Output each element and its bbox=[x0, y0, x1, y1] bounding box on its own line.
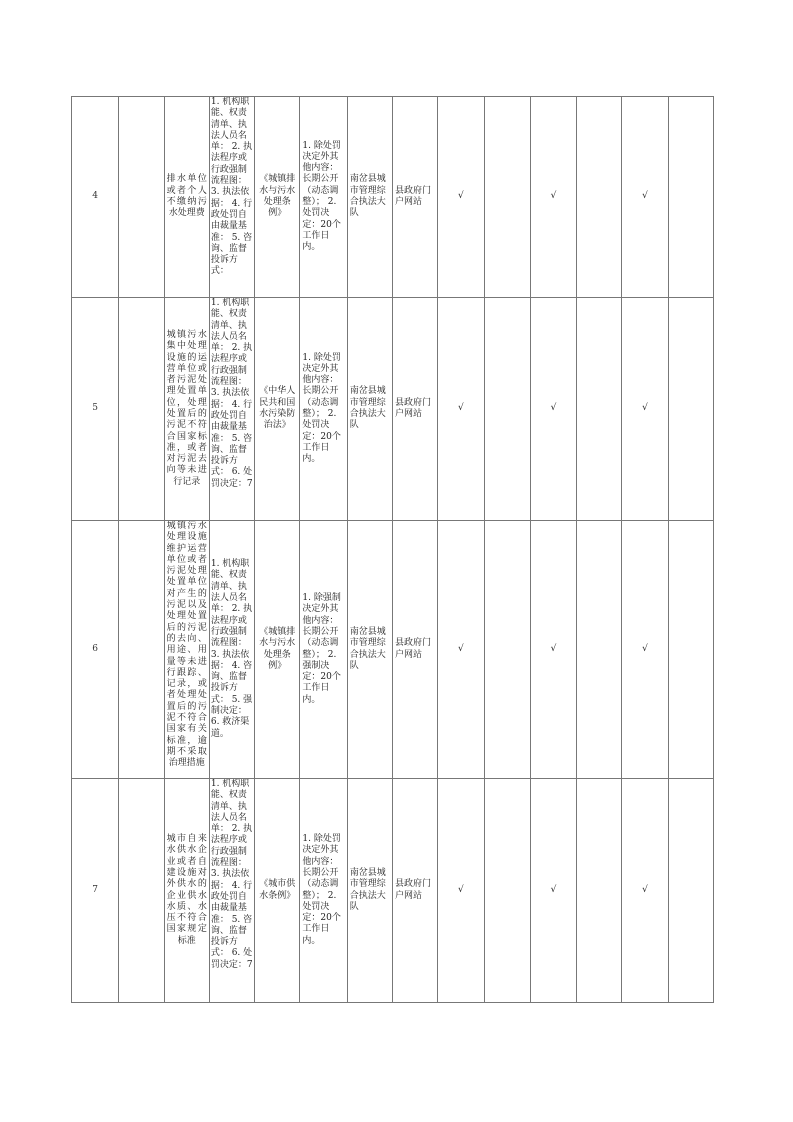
check-mark: √ bbox=[458, 884, 464, 895]
subject-cell bbox=[164, 779, 209, 1003]
channel-text: 县政府门户网站 bbox=[394, 397, 431, 419]
content-cell bbox=[209, 298, 254, 521]
channel-cell bbox=[392, 779, 437, 1003]
disclosure-table bbox=[71, 96, 714, 1003]
check-mark: √ bbox=[550, 403, 557, 414]
basis-cell bbox=[255, 97, 300, 298]
agency-text: 南岔县城市管理综合执法大队 bbox=[349, 867, 386, 912]
agency-text: 南岔县城市管理综合执法大队 bbox=[349, 626, 386, 671]
deadline-cell bbox=[300, 521, 347, 779]
row-number-text: 7 bbox=[92, 884, 98, 895]
empty-cell bbox=[668, 521, 713, 779]
subject-cell bbox=[164, 521, 209, 779]
content-cell bbox=[209, 97, 254, 298]
check-cell bbox=[530, 298, 576, 521]
check-mark: √ bbox=[642, 643, 648, 654]
deadline-cell bbox=[300, 97, 347, 298]
check-cell bbox=[438, 521, 484, 779]
empty-cell bbox=[577, 298, 622, 521]
subject-text: 城市自来水供水企业或者自建设施对外供水的企业供水水质、水压不符合国家规定标准 bbox=[166, 834, 207, 946]
content-text: 1. 机构职能、权责清单、执法人员名单： 2. 执法程序或行政强制流程图： 3. 执法依据： 4. 行政处罚自由裁量基准： 5. 咨询、监督投诉方式： bbox=[210, 97, 253, 277]
basis-cell bbox=[255, 521, 300, 779]
subject-text: 城镇污水处理设施维护运营单位或者污泥处理处置单位对产生的污泥以及处理处置后的污泥的去向、用途、用量等未进行跟踪、记录，或者处理处置后的污泥不符合国家有关标准，逾期不采取治理措施 bbox=[166, 521, 207, 769]
row-number bbox=[72, 779, 119, 1003]
check-cell bbox=[438, 97, 484, 298]
basis-text: 《城镇排水与污水处理条例》 bbox=[259, 174, 296, 219]
subject-text: 排水单位或者个人不缴纳污水处理费 bbox=[166, 174, 207, 219]
basis-cell bbox=[255, 779, 300, 1003]
empty-cell bbox=[484, 521, 530, 779]
check-cell bbox=[530, 521, 576, 779]
check-mark: √ bbox=[550, 643, 557, 654]
check-mark: √ bbox=[550, 191, 557, 202]
deadline-cell bbox=[300, 779, 347, 1003]
table-row bbox=[72, 779, 714, 1003]
channel-cell bbox=[392, 97, 437, 298]
check-mark: √ bbox=[458, 643, 464, 654]
row-number-text: 6 bbox=[92, 643, 98, 654]
row-number bbox=[72, 97, 119, 298]
deadline-text: 1. 除处罚决定外其他内容：长期公开（动态调整）； 2. 处罚决定：20个工作日内。 bbox=[302, 834, 341, 946]
check-cell bbox=[622, 521, 668, 779]
empty-cell bbox=[577, 97, 622, 298]
table-row bbox=[72, 97, 714, 298]
table-row bbox=[72, 298, 714, 521]
content-cell bbox=[209, 521, 254, 779]
row-number-text: 5 bbox=[92, 403, 98, 414]
check-mark: √ bbox=[550, 884, 557, 895]
check-cell bbox=[530, 97, 576, 298]
check-mark: √ bbox=[458, 191, 464, 202]
row-number-text: 4 bbox=[92, 191, 98, 202]
empty-cell bbox=[577, 521, 622, 779]
check-mark: √ bbox=[642, 403, 648, 414]
content-text: 1. 机构职能、权责清单、执法人员名单： 2. 执法程序或行政强制流程图： 3. 执法依据： 4. 行政处罚自由裁量基准： 5. 咨询、监督投诉方式： 6. 处罚决定：7 bbox=[210, 298, 253, 489]
empty-cell bbox=[119, 97, 164, 298]
basis-text: 《城镇排水与污水处理条例》 bbox=[259, 626, 296, 671]
subject-cell bbox=[164, 298, 209, 521]
empty-cell bbox=[484, 97, 530, 298]
empty-cell bbox=[484, 779, 530, 1003]
content-text: 1. 机构职能、权责清单、执法人员名单： 2. 执法程序或行政强制流程图： 3. 执法依据： 4. 咨询、监督投诉方式： 5. 强制决定： 6. 救济渠道。 bbox=[210, 559, 253, 739]
check-mark: √ bbox=[642, 884, 648, 895]
subject-cell bbox=[164, 97, 209, 298]
check-mark: √ bbox=[642, 191, 648, 202]
empty-cell bbox=[119, 298, 164, 521]
channel-text: 县政府门户网站 bbox=[394, 638, 431, 660]
content-cell bbox=[209, 779, 254, 1003]
row-number bbox=[72, 521, 119, 779]
row-number bbox=[72, 298, 119, 521]
basis-text: 《中华人民共和国水污染防治法》 bbox=[259, 386, 296, 431]
deadline-text: 1. 除处罚决定外其他内容：长期公开（动态调整）； 2. 处罚决定：20个工作日内。 bbox=[302, 140, 341, 253]
channel-cell bbox=[392, 521, 437, 779]
check-cell bbox=[438, 298, 484, 521]
empty-cell bbox=[668, 779, 713, 1003]
basis-cell bbox=[255, 298, 300, 521]
deadline-cell bbox=[300, 298, 347, 521]
check-mark: √ bbox=[458, 403, 464, 414]
channel-text: 县政府门户网站 bbox=[394, 185, 431, 207]
empty-cell bbox=[668, 97, 713, 298]
content-text: 1. 机构职能、权责清单、执法人员名单： 2. 执法程序或行政强制流程图： 3. 执法依据： 4. 行政处罚自由裁量基准： 5. 咨询、监督投诉方式： 6. 处罚决定：7 bbox=[210, 779, 253, 970]
channel-text: 县政府门户网站 bbox=[394, 879, 431, 901]
agency-cell bbox=[347, 298, 392, 521]
subject-text: 城镇污水集中处理设施的运营单位或者污泥处理处置单位，处理处置后的污泥不符合国家标准，或者对污泥去向等未进行记录 bbox=[166, 329, 207, 487]
empty-cell bbox=[119, 521, 164, 779]
deadline-text: 1. 除处罚决定外其他内容：长期公开（动态调整）； 2. 处罚决定：20个工作日内。 bbox=[302, 352, 341, 465]
basis-text: 《城市供水条例》 bbox=[259, 879, 296, 901]
empty-cell bbox=[484, 298, 530, 521]
check-cell bbox=[622, 97, 668, 298]
check-cell bbox=[622, 298, 668, 521]
agency-text: 南岔县城市管理综合执法大队 bbox=[349, 386, 386, 431]
agency-text: 南岔县城市管理综合执法大队 bbox=[349, 174, 386, 219]
empty-cell bbox=[577, 779, 622, 1003]
channel-cell bbox=[392, 298, 437, 521]
check-cell bbox=[438, 779, 484, 1003]
empty-cell bbox=[668, 298, 713, 521]
empty-cell bbox=[119, 779, 164, 1003]
deadline-text: 1. 除强制决定外其他内容：长期公开（动态调整）； 2. 强制决定：20个工作日内。 bbox=[302, 593, 341, 705]
check-cell bbox=[622, 779, 668, 1003]
agency-cell bbox=[347, 97, 392, 298]
check-cell bbox=[530, 779, 576, 1003]
agency-cell bbox=[347, 521, 392, 779]
table-row bbox=[72, 521, 714, 779]
agency-cell bbox=[347, 779, 392, 1003]
